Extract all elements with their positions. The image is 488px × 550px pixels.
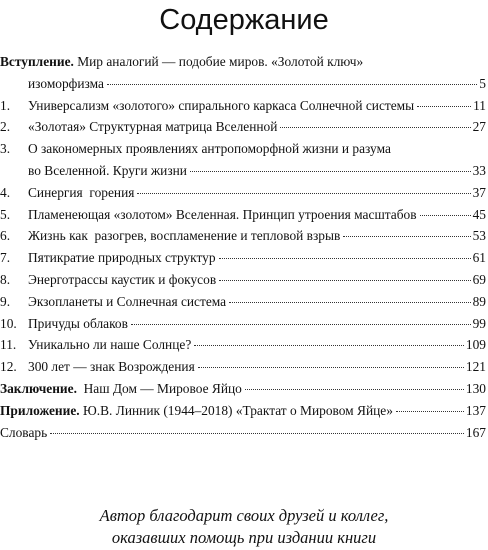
toc-entry-1[interactable]: [0, 95, 486, 117]
dot-leader: [420, 215, 471, 216]
acknowledgement-line-2: оказавших помощь при издании книги: [111, 528, 377, 547]
toc-entry-number: 5.: [0, 206, 11, 222]
toc-entry-title-cont: изоморфизма: [28, 75, 104, 91]
dot-leader: [190, 171, 471, 172]
toc-page-number: 27: [472, 119, 486, 135]
acknowledgement: [0, 505, 488, 549]
toc-entry-label: Вступление.: [0, 54, 74, 69]
toc-entry-7[interactable]: [0, 247, 486, 269]
toc-entry-intro[interactable]: [0, 51, 486, 95]
toc-entry-title: Мир аналогий — подобие миров. «Золотой ключ»: [73, 54, 364, 69]
dot-leader: [194, 345, 464, 346]
dot-leader: [219, 280, 470, 281]
toc-entry-title: Пятикратие природных структур: [28, 250, 216, 266]
dot-leader: [137, 193, 470, 194]
toc-entry-conclusion[interactable]: [0, 378, 486, 400]
toc-page-number: 11: [473, 97, 486, 113]
toc-entry-9[interactable]: [0, 291, 486, 313]
toc-entry-3[interactable]: [0, 138, 486, 182]
toc-entry-title: Причуды облаков: [28, 315, 128, 331]
toc-entry-number: 8.: [0, 271, 11, 287]
dot-leader: [198, 367, 464, 368]
acknowledgement-line-1: Автор благодарит своих друзей и коллег,: [99, 506, 389, 525]
dot-leader: [229, 302, 470, 303]
toc-entry-title: О закономерных проявлениях антропоморфной жизни и разума: [28, 141, 391, 157]
toc-entry-number: 4.: [0, 184, 11, 200]
toc-page-number: 69: [472, 271, 486, 287]
toc-entry-text: [0, 51, 363, 73]
toc-page-number: 45: [472, 206, 486, 222]
toc-entry-number: 10.: [0, 315, 17, 331]
toc-entry-number: 12.: [0, 359, 17, 375]
toc-entry-11[interactable]: [0, 334, 486, 356]
toc-entry-appendix[interactable]: [0, 400, 486, 422]
toc-entry-title: Универсализм «золотого» спирального каркаса Солнечной системы: [28, 97, 415, 113]
toc-page-number: 167: [465, 424, 486, 440]
toc-entry-6[interactable]: [0, 225, 486, 247]
dot-leader: [417, 106, 471, 107]
table-of-contents: [0, 51, 486, 443]
dot-leader: [50, 433, 464, 434]
toc-entry-glossary[interactable]: [0, 422, 486, 444]
toc-entry-title: Синергия горения: [28, 184, 135, 200]
toc-entry-title-cont: во Вселенной. Круги жизни: [28, 162, 187, 178]
toc-page-number: 5: [479, 75, 486, 91]
toc-entry-title: «Золотая» Структурная матрица Вселенной: [28, 119, 278, 135]
toc-page-number: 37: [472, 184, 486, 200]
toc-page-number: 61: [472, 250, 486, 266]
toc-entry-title: Пламенеющая «золотом» Вселенная. Принцип утроения масштабов: [28, 206, 417, 222]
toc-entry-4[interactable]: [0, 182, 486, 204]
toc-entry-text: [0, 400, 393, 422]
toc-entry-title: Ю.В. Линник (1944–2018) «Трактат о Мировом Яйце»: [79, 402, 393, 418]
toc-entry-label: Заключение.: [0, 380, 77, 396]
toc-entry-number: 7.: [0, 250, 11, 266]
toc-entry-title: Жизнь как разогрев, воспламенение и тепловой взрыв: [28, 228, 341, 244]
toc-entry-title: Наш Дом — Мировое Яйцо: [76, 380, 242, 396]
toc-entry-title: Экзопланеты и Солнечная система: [28, 293, 227, 309]
toc-entry-10[interactable]: [0, 313, 486, 335]
toc-entry-number: 9.: [0, 293, 11, 309]
toc-entry-number: 2.: [0, 119, 11, 135]
toc-page-number: 33: [472, 162, 486, 178]
toc-page-number: 137: [465, 402, 486, 418]
toc-entry-label: Приложение.: [0, 402, 80, 418]
dot-leader: [107, 84, 477, 85]
toc-entry-title: Уникально ли наше Солнце?: [28, 337, 192, 353]
page-title: Содержание: [159, 4, 329, 36]
dot-leader: [219, 258, 471, 259]
dot-leader: [343, 236, 470, 237]
toc-entry-text: [0, 378, 242, 400]
toc-page-number: 99: [472, 315, 486, 331]
toc-entry-number: 3.: [0, 141, 11, 157]
toc-page-number: 121: [465, 359, 486, 375]
dot-leader: [280, 127, 470, 128]
toc-entry-12[interactable]: [0, 356, 486, 378]
toc-entry-number: 11.: [0, 337, 17, 353]
toc-page-number: 89: [472, 293, 486, 309]
toc-entry-title: 300 лет — знак Возрождения: [28, 359, 195, 375]
toc-page-number: 53: [472, 228, 486, 244]
toc-entry-number: 1.: [0, 97, 11, 113]
toc-page-number: 109: [465, 337, 486, 353]
dot-leader: [245, 389, 464, 390]
dot-leader: [131, 324, 471, 325]
dot-leader: [396, 411, 464, 412]
toc-entry-2[interactable]: [0, 116, 486, 138]
toc-entry-title: Энерготрассы каустик и фокусов: [28, 271, 217, 287]
toc-page-number: 130: [465, 380, 486, 396]
toc-entry-5[interactable]: [0, 204, 486, 226]
toc-entry-title: Словарь: [0, 424, 48, 440]
toc-entry-number: 6.: [0, 228, 11, 244]
toc-entry-8[interactable]: [0, 269, 486, 291]
